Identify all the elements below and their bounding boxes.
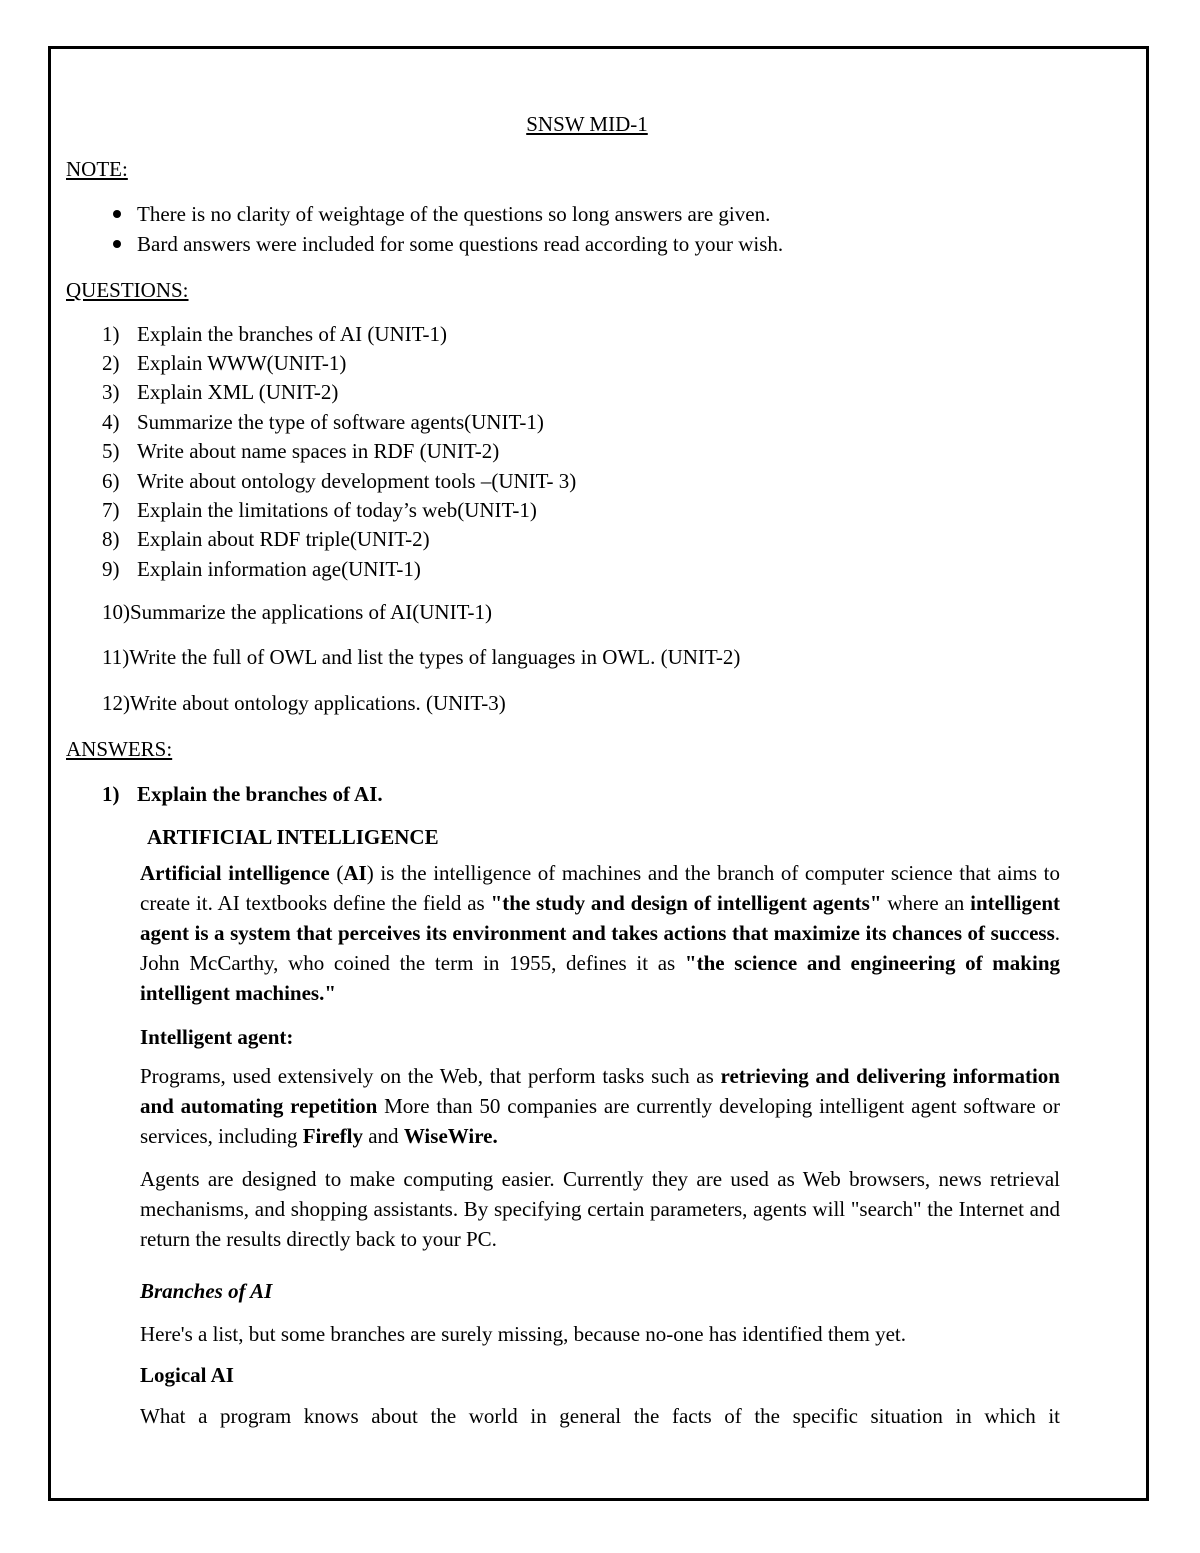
paragraph-text: ( (329, 861, 344, 885)
question-item: 12)Write about ontology applications. (UNIT-3) (102, 691, 506, 715)
question-number: 8) (102, 527, 120, 551)
question-text: Explain WWW(UNIT-1) (137, 351, 347, 375)
question-text: Explain the limitations of today’s web(UNIT-1) (137, 498, 537, 522)
intelligent-agent-heading: Intelligent agent: (140, 1025, 294, 1049)
paragraph-text: and (362, 1124, 404, 1148)
document-title: SNSW MID-1 (526, 112, 648, 136)
bold-text: WiseWire. (403, 1124, 498, 1148)
bold-text: Firefly (302, 1124, 363, 1148)
branches-intro: Here's a list, but some branches are surely missing, because no-one has identified them yet. (140, 1322, 906, 1346)
question-number: 7) (102, 498, 120, 522)
paragraph-text: Programs, used extensively on the Web, that perform tasks such as (140, 1064, 721, 1088)
question-number: 2) (102, 351, 120, 375)
bullet-icon (113, 210, 121, 218)
bullet-icon (113, 240, 121, 248)
bold-text: retrieving and delivering information and automating repetition (140, 1064, 1060, 1118)
note-heading: NOTE: (66, 157, 128, 181)
answer-number: 1) (102, 782, 120, 806)
ai-definition-paragraph (140, 858, 1060, 1008)
section-subheading: ARTIFICIAL INTELLIGENCE (147, 825, 439, 849)
intelligent-agent-paragraph (140, 1061, 1060, 1151)
logical-ai-heading: Logical AI (140, 1363, 234, 1387)
paragraph-text: where an (881, 891, 971, 915)
logical-ai-text: What a program knows about the world in general the facts of the specific situation in which it (140, 1404, 1060, 1428)
note-item: Bard answers were included for some questions read according to your wish. (137, 232, 784, 256)
question-number: 1) (102, 322, 120, 346)
paragraph-text: . John McCarthy, who coined the term in 1955, defines it as (140, 921, 1060, 975)
question-number: 9) (102, 557, 120, 581)
bold-text: AI (343, 861, 367, 885)
question-item: 10)Summarize the applications of AI(UNIT-1) (102, 600, 492, 624)
question-text: Explain about RDF triple(UNIT-2) (137, 527, 430, 551)
bold-text: Artificial intelligence (140, 861, 330, 885)
question-text: Explain XML (UNIT-2) (137, 380, 339, 404)
question-text: Write about ontology development tools –(UNIT- 3) (137, 469, 577, 493)
question-number: 5) (102, 439, 120, 463)
question-item: 11)Write the full of OWL and list the types of languages in OWL. (UNIT-2) (102, 645, 741, 669)
question-text: Summarize the type of software agents(UNIT-1) (137, 410, 544, 434)
agents-paragraph: Agents are designed to make computing easier. Currently they are used as Web browsers, news retrieval mechanisms, and shopping assistants. By specifying certain parameters, agents will "search" the Internet and return the results directly back to your PC. (140, 1167, 1060, 1251)
question-number: 6) (102, 469, 120, 493)
bold-text: "the science and engineering of making intelligent machines." (140, 951, 1060, 1005)
question-number: 4) (102, 410, 120, 434)
branches-heading: Branches of AI (140, 1279, 273, 1303)
bold-text: "the study and design of intelligent agents" (490, 891, 882, 915)
questions-heading: QUESTIONS: (66, 278, 189, 302)
answers-heading: ANSWERS: (66, 737, 173, 761)
question-number: 3) (102, 380, 120, 404)
note-item: There is no clarity of weightage of the questions so long answers are given. (137, 202, 771, 226)
question-text: Explain information age(UNIT-1) (137, 557, 421, 581)
paragraph-text: More than 50 companies are currently developing intelligent agent software or services, including (140, 1094, 1060, 1148)
question-text: Write about name spaces in RDF (UNIT-2) (137, 439, 500, 463)
question-text: Explain the branches of AI (UNIT-1) (137, 322, 448, 346)
bold-text: intelligent agent is a system that perceives its environment and takes actions that maximize its chances of success (140, 891, 1060, 945)
answer-title: Explain the branches of AI. (137, 782, 383, 806)
paragraph-text: ) is the intelligence of machines and the branch of computer science that aims to create it. AI textbooks define the field as (140, 861, 1061, 915)
